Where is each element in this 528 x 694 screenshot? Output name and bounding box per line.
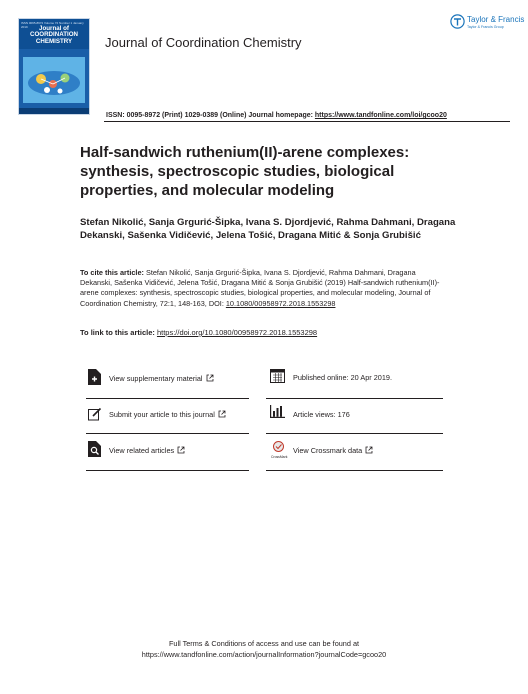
published-date-label: Published online: 20 Apr 2019.	[293, 373, 392, 382]
cover-journal-name: Journal of COORDINATION CHEMISTRY	[29, 25, 78, 45]
row-divider	[86, 470, 249, 471]
external-link-icon	[177, 446, 185, 454]
citation-block	[80, 268, 440, 309]
published-date-row	[270, 363, 442, 395]
article-views-label: Article views: 176	[293, 410, 350, 419]
crossmark-label: View Crossmark data	[293, 446, 363, 455]
cover-artwork	[23, 57, 85, 103]
citation-label: To cite this article:	[80, 268, 146, 277]
issn-text: ISSN: 0095-8972 (Print) 1029-0389 (Online) Journal homepage:	[106, 112, 315, 119]
row-divider	[86, 433, 249, 434]
citation-doi-link[interactable]: 10.1080/00958972.2018.1553298	[225, 298, 336, 308]
crossmark-icon-text: CrossMark	[271, 455, 288, 459]
submit-article-row[interactable]	[88, 399, 248, 431]
article-doi-link[interactable]: https://doi.org/10.1080/00958972.2018.1553298	[156, 328, 318, 337]
related-articles-row[interactable]	[88, 435, 248, 467]
header-divider	[104, 121, 510, 122]
cover-small-text: ISSN 0095-8972 Volume 72 Number 1 January 2019	[21, 21, 84, 29]
row-divider	[266, 470, 443, 471]
article-authors: Stefan Nikolić, Sanja Grgurić-Šipka, Ivana S. Djordjević, Rahma Dahmani, Dragana Dekanski, Sašenka Vidičević, Jelena Tošić, Dragana Mitić & Sonja Grubišić	[80, 217, 456, 241]
journal-cover-image	[18, 18, 90, 115]
footer-terms-text: Full Terms & Conditions of access and use can be found at	[168, 639, 360, 648]
edit-icon	[88, 407, 102, 421]
issn-line	[106, 112, 447, 119]
journal-homepage-link[interactable]: https://www.tandfonline.com/loi/gcoo20	[314, 112, 447, 119]
supplementary-label: View supplementary material	[109, 374, 203, 383]
publisher-logo-icon	[450, 14, 465, 29]
article-views-row	[270, 399, 442, 431]
publisher-logo[interactable]	[450, 14, 525, 34]
article-title: Half-sandwich ruthenium(II)-arene complexes: synthesis, spectroscopic studies, biological properties, and molecular modeling	[80, 144, 410, 199]
footer	[0, 639, 528, 660]
bar-chart-icon	[270, 405, 285, 418]
external-link-icon	[218, 410, 226, 418]
search-document-icon	[88, 441, 101, 457]
crossmark-row[interactable]	[270, 435, 442, 467]
crossmark-icon	[270, 441, 287, 455]
calendar-icon	[270, 368, 285, 383]
row-divider	[266, 433, 443, 434]
supplementary-material-row[interactable]	[88, 363, 248, 395]
citation-text: Stefan Nikolić, Sanja Grgurić-Šipka, Ivana S. Djordjević, Rahma Dahmani, Dragana Dekanski, Sašenka Vidičević, Jelena Tošić, Dragana Mitić & Sonja Grubišić (2019) Half-sandwich ruthenium(II)-arene complexes: synthesis, spectroscopic studies, biological properties, and molecular modeling, Journal of Coordination Chemistry, 72:1, 148-163, DOI:	[80, 268, 440, 308]
supplementary-document-icon	[88, 369, 101, 385]
publisher-group: Taylor & Francis Group	[467, 25, 504, 29]
related-articles-label: View related articles	[109, 446, 175, 455]
submit-article-label: Submit your article to this journal	[109, 410, 215, 419]
footer-terms-link[interactable]: https://www.tandfonline.com/action/journalInformation?journalCode=gcoo20	[141, 649, 387, 659]
article-link-block	[80, 328, 317, 337]
external-link-icon	[206, 374, 214, 382]
journal-title[interactable]: Journal of Coordination Chemistry	[105, 35, 302, 50]
article-link-label: To link to this article:	[80, 328, 157, 337]
publisher-name: Taylor & Francis	[467, 15, 525, 24]
cover-footer-bar	[19, 108, 89, 114]
external-link-icon	[365, 446, 373, 454]
